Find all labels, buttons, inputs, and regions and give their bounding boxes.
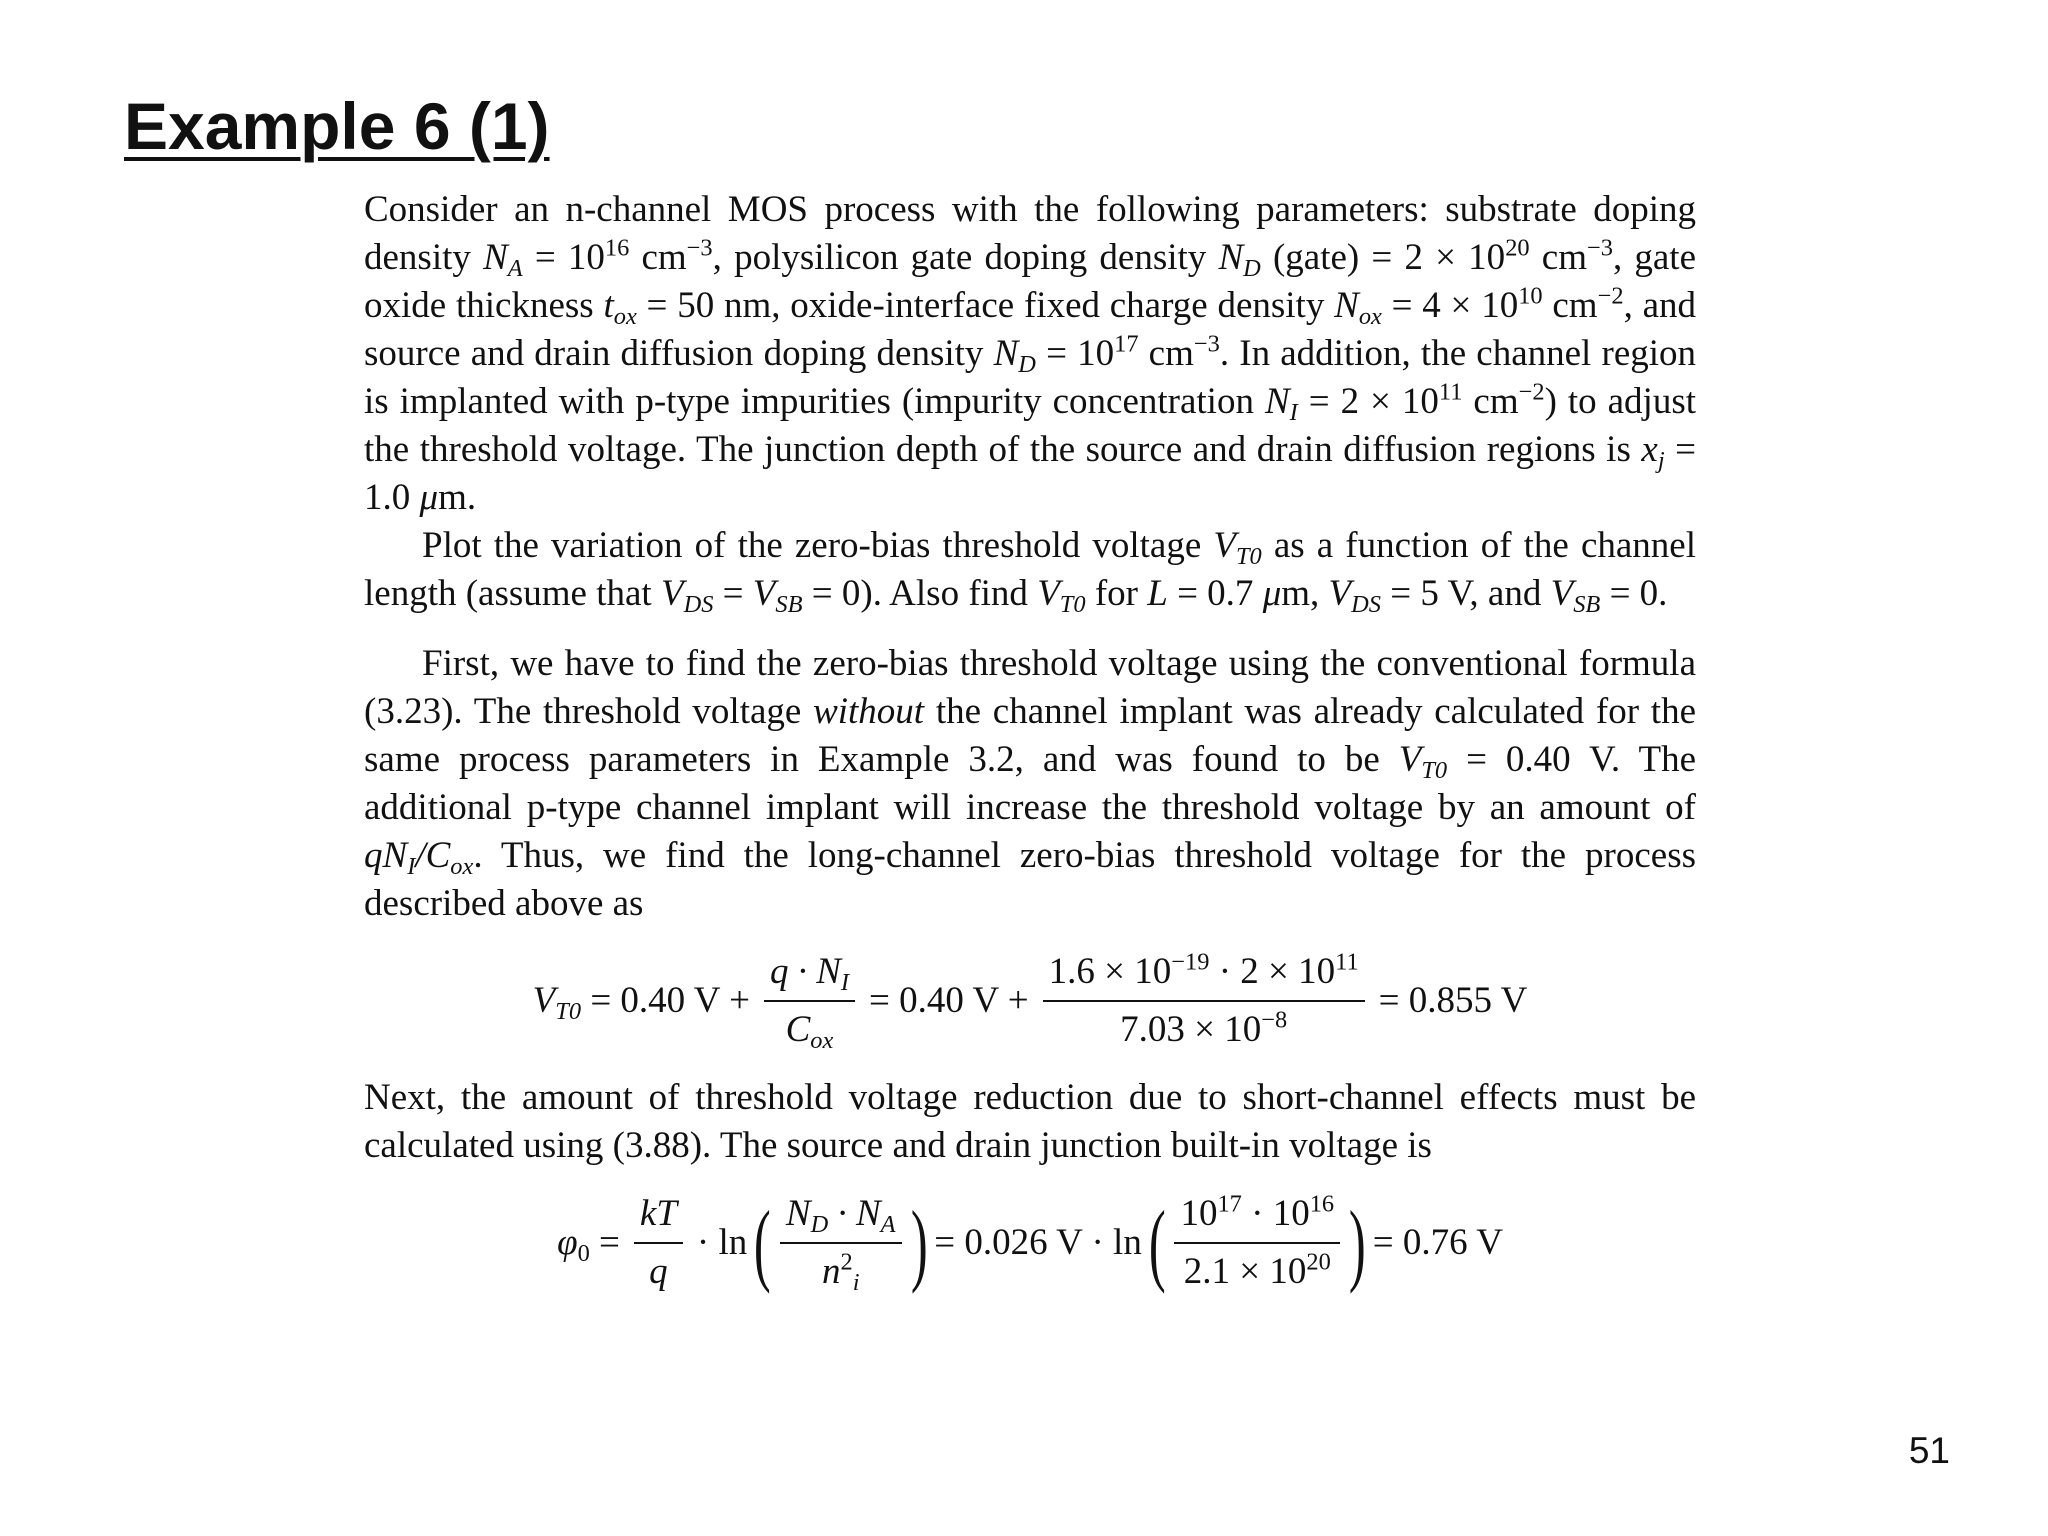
page-number: 51 — [1908, 1430, 1950, 1471]
slide-title: Example 6 (1) — [124, 89, 550, 163]
numeric-ratio-fraction: $\frac{10^{17} \cdot 10^{16}}{2.1 \times 10^{20}}$ — [1174, 1190, 1340, 1296]
built-in-voltage-equation: $\varphi_0$ = $\frac{kT}{q}$ · ln ( $\frac{N_D \cdot N_A}{n^2_i}$ ) = 0.026 V · ln ( $\frac{10^{17} \cdot 10^{16}}{2.1 \times 10^{20}}$ ) = 0.76 V — [557, 1190, 1503, 1296]
problem-paragraph: Consider an n-channel MOS process with the following parameters: substrate doping density $N_A = 10^{16}$ $cm^{-3}$, polysilicon gate doping density $N_D$ (gate) = $2 \times 10^{20}$ $cm^{-3}$, gate oxide thickness $t_{ox} = 50$ nm, oxide-interface fixed charge density $N_{ox} = 4 \times 10^{10}$ $cm^{-2}$, and source and drain diffusion doping density $N_D = 10^{17}$ $cm^{-3}$. In addition, the channel region is implanted with p-type impurities (impurity concentration $N_I = 2 \times 10^{11}$ $cm^{-2}$) to adjust the threshold voltage. The junction depth of the source and drain diffusion regions is $x_j = 1.0$ μm. — [364, 189, 1697, 518]
next-paragraph: Next, the amount of threshold voltage reduction due to short-channel effects must be calculated using (3.88). The source and drain junction built-in voltage is — [364, 1077, 1696, 1166]
numeric-fraction: $\frac{1.6 \times 10^{-19} \cdot 2 \times 10^{11}}{7.03 \times 10^{-8}}$ — [1043, 948, 1365, 1054]
qni-over-cox-fraction: $\frac{q \cdot N_I}{C_{ox}}$ — [764, 948, 855, 1054]
kt-over-q-fraction: $\frac{kT}{q}$ — [634, 1190, 683, 1296]
solution-paragraph: First, we have to find the zero-bias threshold voltage using the conventional formula (3.23). The threshold voltage without the channel implant was already calculated for the same process parameters in Example 3.2, and was found to be $V_{T0} = 0.40$ V. The additional p-type channel implant will increase the threshold voltage by an amount of $qN_I/C_{ox}$. Thus, we find the long-channel zero-bias threshold voltage for the process described above as — [364, 643, 1696, 924]
task-paragraph: Plot the variation of the zero-bias threshold voltage $V_{T0}$ as a function of the channel length (assume that $V_{DS} = V_{SB} = 0$). Also find $V_{T0}$ for L = 0.7 μm, $V_{DS} = 5$ V, and $V_{SB} = 0$. — [364, 525, 1696, 618]
threshold-voltage-equation: $V_{T0} = 0.40$ V + $\frac{q \cdot N_I}{C_{ox}}$ = 0.40 V + $\frac{1.6 \times 10^{-19} \cdot 2 \times 10^{11}}{7.03 \times 10^{-8}}$ = 0.855 V — [532, 948, 1528, 1054]
doping-ratio-fraction: $\frac{N_D \cdot N_A}{n^2_i}$ — [780, 1190, 902, 1296]
slide-content — [364, 186, 1696, 1316]
